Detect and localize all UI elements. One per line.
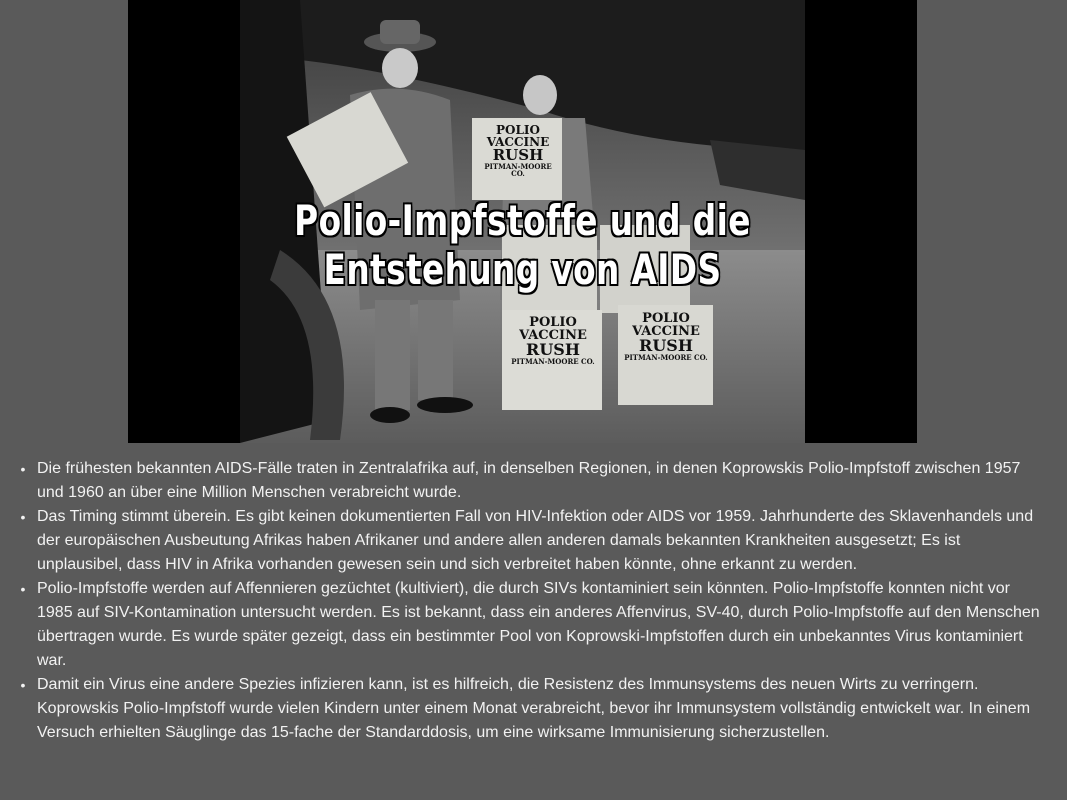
bullet-text: Das Timing stimmt überein. Es gibt keinen dokumentierten Fall von HIV-Infektion oder AIDS vor 1959. Jahrhunderte des Sklavenhandels und der europäischen Ausbeutung Afrikas haben Afrikaner und andere allen anderen damals bekannten Krankheiten ausgesetzt; Es ist unplausibel, dass HIV in Afrika vorhanden gewesen sein und sich verbreitet haben könnte, ohne erkannt zu werden. bbox=[37, 508, 1034, 573]
crate-label-line: RUSH bbox=[639, 336, 693, 355]
bullet-icon: • bbox=[20, 461, 26, 477]
crate-label bbox=[622, 312, 710, 361]
crate-label-line: RUSH bbox=[492, 146, 544, 164]
bullet-text: Polio-Impfstoffe werden auf Affennieren gezüchtet (kultiviert), die durch SIVs kontaminiert sein könnten. Polio-Impfstoffe konnten nicht vor 1985 auf SIV-Kontamination untersucht werden. Es ist bekannt, dass ein anderes Affenvirus, SV-40, durch Polio-Impfstoffe auf den Menschen übertragen wurde. Es wurde später gezeigt, dass ein bestimmter Pool von Koprowski-Impfstoffen durch ein unbekanntes Virus kontaminiert war. bbox=[37, 580, 1040, 669]
bullet-icon: • bbox=[20, 677, 26, 693]
crate-label-line: PITMAN-MOORE CO. bbox=[624, 353, 708, 362]
crate-label-line: PITMAN-MOORE CO. bbox=[511, 357, 595, 366]
crate-label-line: RUSH bbox=[526, 340, 580, 359]
crate-label-line: VACCINE bbox=[486, 135, 550, 149]
bullet-item bbox=[17, 673, 1047, 745]
crate-label-line: VACCINE bbox=[632, 324, 700, 339]
crate-label bbox=[478, 124, 558, 177]
crate-label-line: POLIO bbox=[529, 315, 577, 330]
crate-label-line: POLIO bbox=[496, 123, 540, 137]
bullet-item bbox=[17, 577, 1047, 673]
crate-label bbox=[508, 316, 598, 365]
crate-label-line: VACCINE bbox=[519, 328, 587, 343]
crate-label-line: POLIO bbox=[642, 311, 690, 326]
bullet-item bbox=[17, 505, 1047, 577]
bullet-text: Damit ein Virus eine andere Spezies infizieren kann, ist es hilfreich, die Resistenz des Immunsystems des neuen Wirts zu verringern. Koprowskis Polio-Impfstoff wurde vielen Kindern unter einem Monat verabreicht, bevor ihr Immunsystem vollständig entwickelt war. In einem Versuch erhielten Säuglinge das 15-fache der Standarddosis, um eine wirksame Immunisierung sicherzustellen. bbox=[37, 676, 1031, 741]
bullet-icon: • bbox=[20, 509, 26, 525]
bullet-list bbox=[17, 457, 1047, 745]
bullet-icon: • bbox=[20, 581, 26, 597]
bullet-item bbox=[17, 457, 1047, 505]
hero-image bbox=[128, 0, 917, 443]
bullet-text: Die frühesten bekannten AIDS-Fälle traten in Zentralafrika auf, in denselben Regionen, in denen Koprowskis Polio-Impfstoff zwischen 1957 und 1960 an über eine Million Menschen verabreicht wurde. bbox=[37, 460, 1021, 501]
slide-title: Polio-Impfstoffe und die Entstehung von AIDS bbox=[294, 196, 751, 294]
crate-label-line: PITMAN-MOORE CO. bbox=[484, 162, 552, 178]
